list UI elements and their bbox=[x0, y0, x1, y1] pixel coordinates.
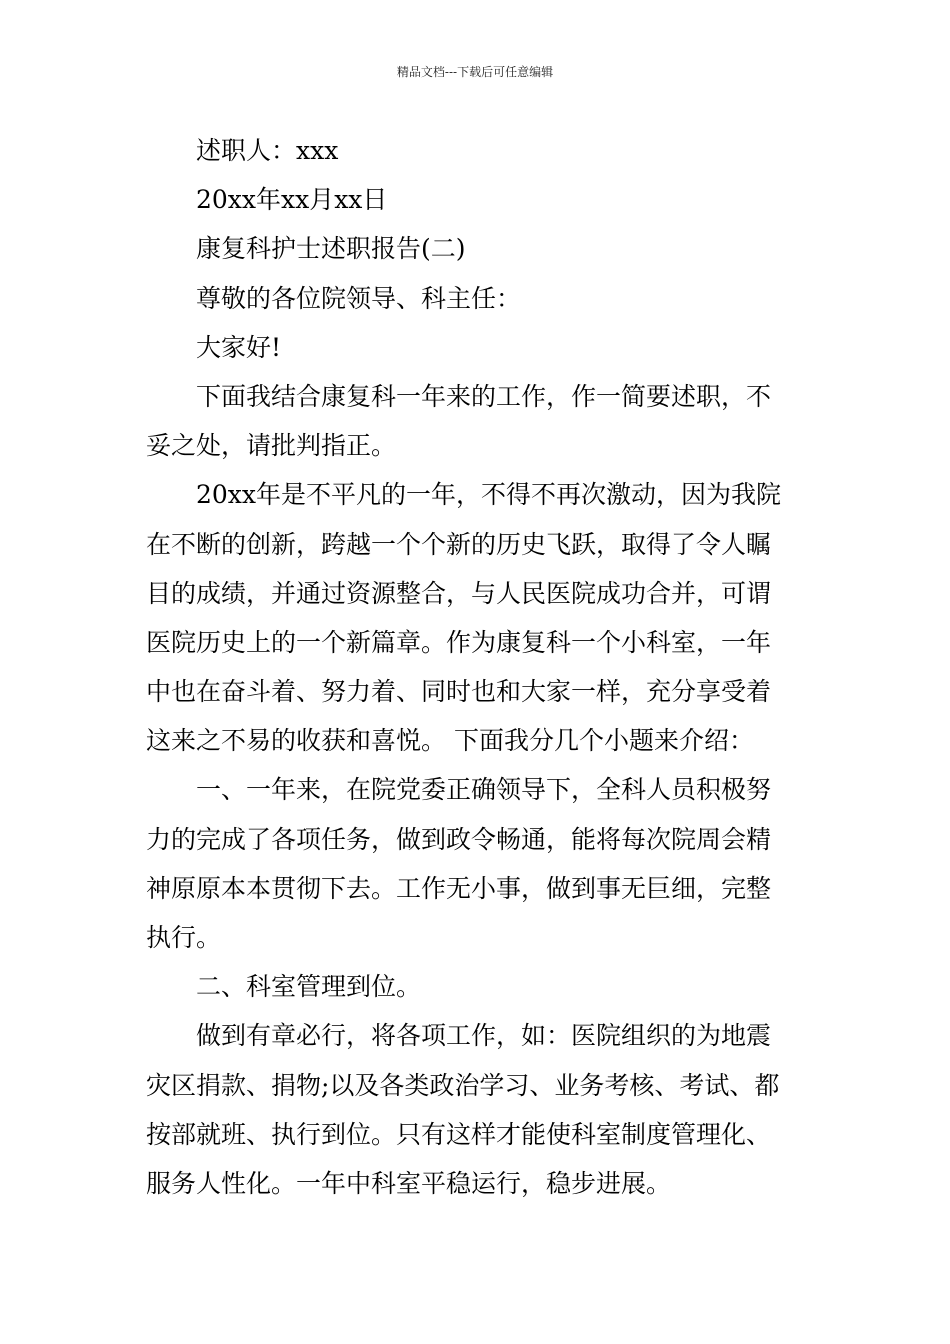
text-line: 目的成绩，并通过资源整合，与人民医院成功合并，可谓 bbox=[146, 578, 772, 608]
text-line: 康复科护士述职报告(二) bbox=[196, 234, 466, 264]
text-line: 大家好! bbox=[196, 332, 282, 362]
text-line: 这来之不易的收获和喜悦。 下面我分几个小题来介绍： bbox=[146, 726, 754, 756]
text-line: 尊敬的各位院领导、科主任： bbox=[196, 283, 522, 313]
text-line: 妥之处，请批判指正。 bbox=[146, 431, 397, 461]
text-line: 服务人性化。一年中科室平稳运行，稳步进展。 bbox=[146, 1168, 672, 1198]
text-line: 按部就班、执行到位。只有这样才能使科室制度管理化、 bbox=[146, 1119, 772, 1149]
text-line: 下面我结合康复科一年来的工作，作一简要述职，不 bbox=[196, 381, 772, 411]
text-line: 一、一年来，在院党委正确领导下，全科人员积极努 bbox=[196, 775, 772, 805]
text-line: 20xx年xx月xx日 bbox=[196, 185, 388, 215]
text-line: 做到有章必行，将各项工作，如：医院组织的为地震 bbox=[196, 1021, 772, 1051]
text-line: 执行。 bbox=[146, 923, 222, 952]
page-header: 精品文档---下载后可任意编辑 bbox=[396, 65, 554, 79]
text-line: 中也在奋斗着、努力着、同时也和大家一样，充分享受着 bbox=[146, 677, 772, 707]
text-line: 神原原本本贯彻下去。工作无小事，做到事无巨细，完整 bbox=[146, 873, 772, 903]
text-line: 灾区捐款、捐物;以及各类政治学习、业务考核、考试、都 bbox=[146, 1070, 780, 1100]
text-line: 在不断的创新，跨越一个个新的历史飞跃，取得了令人瞩 bbox=[146, 529, 772, 559]
text-line: 医院历史上的一个新篇章。作为康复科一个小科室，一年 bbox=[146, 627, 772, 657]
text-line: 20xx年是不平凡的一年，不得不再次激动，因为我院 bbox=[196, 480, 782, 510]
document-body bbox=[146, 126, 808, 1208]
text-line: 二、科室管理到位。 bbox=[196, 972, 422, 1002]
text-line: 述职人：xxx bbox=[196, 136, 339, 165]
text-line: 力的完成了各项任务，做到政令畅通，能将每次院周会精 bbox=[146, 824, 772, 854]
